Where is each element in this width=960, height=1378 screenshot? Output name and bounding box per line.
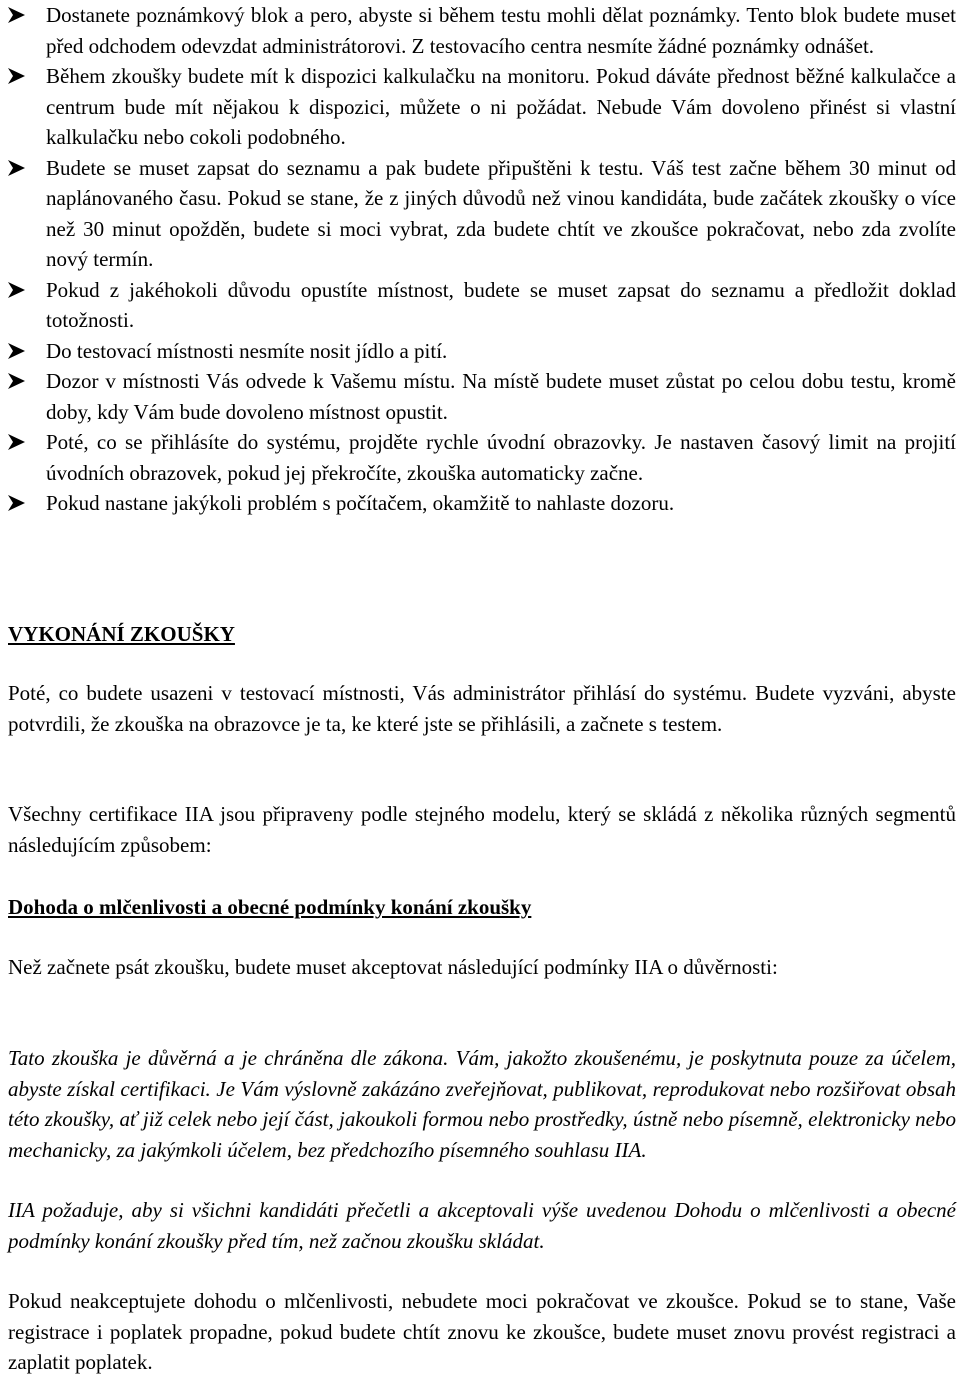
bullet-item bbox=[8, 61, 956, 153]
bullet-text: Dozor v místnosti Vás odvede k Vašemu místu. Na místě budete muset zůstat po celou dobu testu, kromě doby, kdy Vám bude dovoleno místnost opustit. bbox=[46, 369, 956, 424]
bullet-item bbox=[8, 336, 956, 367]
requirement-text: IIA požaduje, aby si všichni kandidáti přečetli a akceptovali výše uvedenou Dohodu o mlčenlivosti a obecné podmínky konání zkoušky před tím, než začnou zkoušku skládat. bbox=[8, 1198, 956, 1253]
arrow-bullet-icon bbox=[8, 373, 25, 389]
bullet-item bbox=[8, 153, 956, 275]
arrow-bullet-icon bbox=[8, 7, 25, 23]
confidentiality-text: Tato zkouška je důvěrná a je chráněna dle zákona. Vám, jakožto zkoušenému, je poskytnuta pouze za účelem, abyste získal certifikaci. Je Vám výslovně zakázáno zveřejňovat, publikovat, reprodukovat nebo rozšiřovat obsah této zkoušky, ať již celek nebo její část, jakoukoli formou nebo prostředky, ústně nebo písemně, elektronicky nebo mechanicky, za jakýmkoli účelem, bez předchozího písemného souhlasu IIA. bbox=[8, 1046, 956, 1162]
arrow-bullet-icon bbox=[8, 282, 25, 298]
intro-paragraph: Poté, co budete usazeni v testovací místnosti, Vás administrátor přihlásí do systému. Budete vyzváni, abyste potvrdili, že zkouška na obrazovce je ta, ke které jste se přihlásili, a začnete s testem. bbox=[8, 681, 956, 736]
arrow-bullet-icon bbox=[8, 160, 25, 176]
bullet-text: Pokud z jakéhokoli důvodu opustíte místnost, budete se muset zapsat do seznamu a předložit doklad totožnosti. bbox=[46, 277, 956, 332]
bullet-text: Dostanete poznámkový blok a pero, abyste si během testu mohli dělat poznámky. Tento blok budete muset před odchodem odevzdat administrátorovi. Z testovacího centra nesmíte žádné poznámky odnášet. bbox=[46, 3, 956, 58]
bullet-item bbox=[8, 366, 956, 427]
conditions-paragraph: Než začnete psát zkoušku, budete muset akceptovat následující podmínky IIA o důvěrnosti: bbox=[8, 955, 778, 979]
bullet-text: Poté, co se přihlásíte do systému, projděte rychle úvodní obrazovky. Je nastaven časový limit na projití úvodních obrazovek, pokud jej překročíte, zkouška automaticky začne. bbox=[46, 430, 956, 485]
arrow-bullet-icon bbox=[8, 343, 25, 359]
bullet-list bbox=[8, 0, 956, 519]
arrow-bullet-icon bbox=[8, 434, 25, 450]
subheading: Dohoda o mlčenlivosti a obecné podmínky konání zkoušky bbox=[8, 895, 532, 919]
bullet-item bbox=[8, 0, 956, 61]
bullet-text: Pokud nastane jakýkoli problém s počítačem, okamžitě to nahlaste dozoru. bbox=[46, 491, 675, 515]
arrow-bullet-icon bbox=[8, 495, 25, 511]
section-title: VYKONÁNÍ ZKOUŠKY bbox=[8, 622, 235, 646]
bullet-text: Budete se muset zapsat do seznamu a pak budete připuštěni k testu. Váš test začne během 30 minut od naplánovaného času. Pokud se stane, že z jiných důvodů než vinou kandidáta, bude začátek zkoušky o více než 30 minut opožděn, budete si moci vybrat, zda budete chtít ve zkoušce pokračovat, nebo zda zvolíte nový termín. bbox=[46, 155, 956, 271]
bullet-item bbox=[8, 275, 956, 336]
model-paragraph: Všechny certifikace IIA jsou připraveny podle stejného modelu, který se skládá z několika různých segmentů následujícím způsobem: bbox=[8, 802, 956, 857]
bullet-text: Během zkoušky budete mít k dispozici kalkulačku na monitoru. Pokud dáváte přednost běžné kalkulačce a centrum bude mít nějakou k dispozici, můžete o ni požádat. Nebude Vám dovoleno přinést si vlastní kalkulačku nebo cokoli podobného. bbox=[46, 64, 956, 149]
bullet-item bbox=[8, 488, 956, 519]
arrow-bullet-icon bbox=[8, 68, 25, 84]
bullet-item bbox=[8, 427, 956, 488]
bullet-text: Do testovací místnosti nesmíte nosit jídlo a pití. bbox=[46, 338, 448, 363]
rejection-paragraph: Pokud neakceptujete dohodu o mlčenlivosti, nebudete moci pokračovat ve zkoušce. Pokud se to stane, Vaše registrace i poplatek propadne, pokud budete chtít znovu ke zkoušce, budete muset znovu provést registraci a zaplatit poplatek. bbox=[8, 1289, 956, 1374]
